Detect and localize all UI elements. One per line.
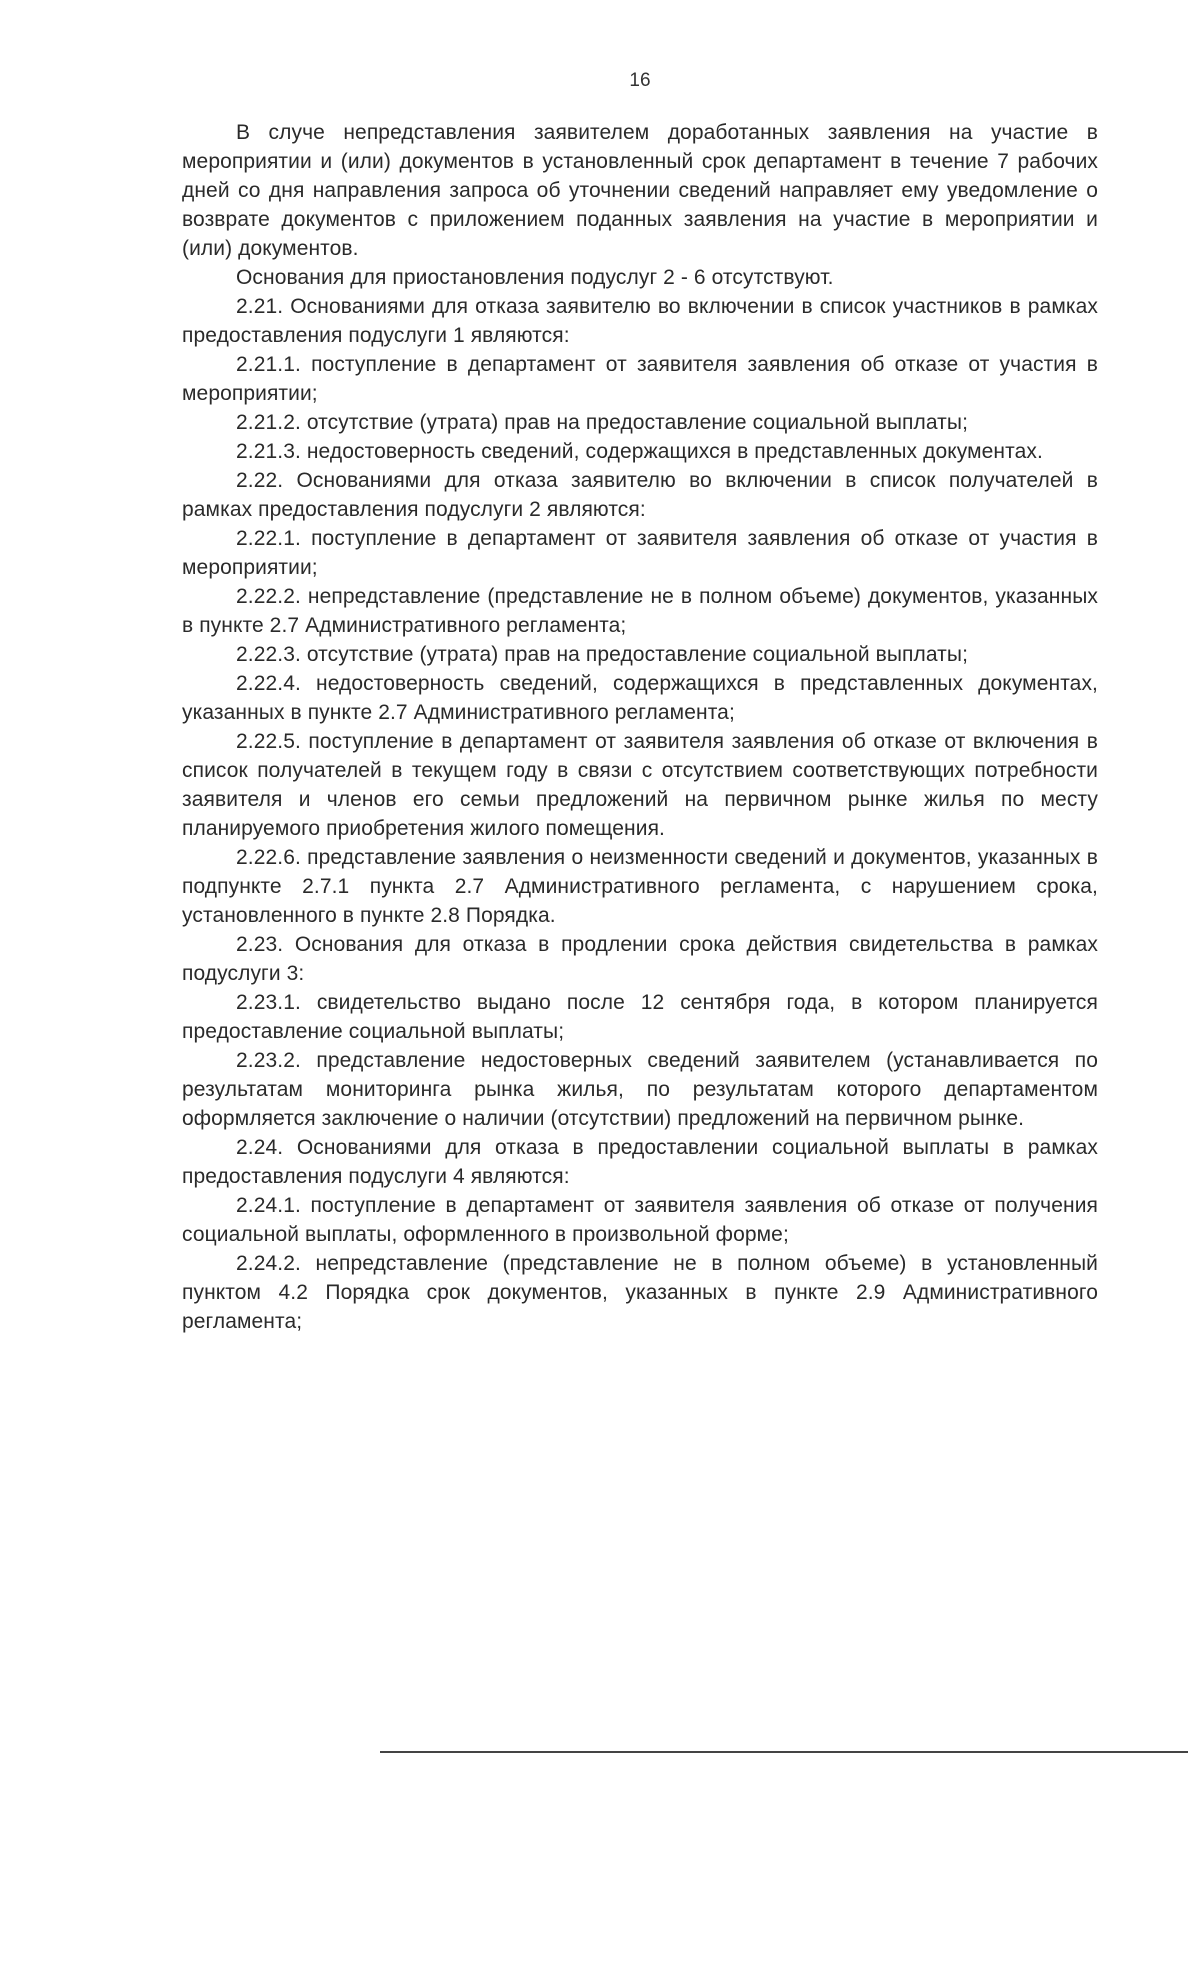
paragraph: 2.24. Основаниями для отказа в предоставлении социальной выплаты в рамках предоставления подуслуги 4 являются: <box>182 1136 1098 1188</box>
paragraph: Основания для приостановления подуслуг 2 - 6 отсутствуют. <box>236 266 834 289</box>
paragraph: 2.24.2. непредставление (представление не в полном объеме) в установленный пунктом 4.2 Порядка срок документов, указанных в пункте 2.9 Административного регламента; <box>182 1252 1098 1333</box>
paragraph: 2.22.6. представление заявления о неизменности сведений и документов, указанных в подпункте 2.7.1 пункта 2.7 Административного регламента, с нарушением срока, установленного в пункте 2.8 Порядка. <box>182 846 1098 927</box>
separator-line <box>380 1751 1188 1753</box>
paragraph: 2.21. Основаниями для отказа заявителю во включении в список участников в рамках предоставления подуслуги 1 являются: <box>182 295 1098 347</box>
document-body <box>182 118 1098 1336</box>
page-number: 16 <box>629 70 651 91</box>
paragraph: 2.22.5. поступление в департамент от заявителя заявления об отказе от включения в список получателей в текущем году в связи с отсутствием соответствующих потребности заявителя и членов его семьи предложений на первичном рынке жилья по месту планируемого приобретения жилого помещения. <box>182 730 1098 840</box>
paragraph: В случе непредставления заявителем доработанных заявления на участие в мероприятии и (или) документов в установленный срок департамент в течение 7 рабочих дней со дня направления запроса об уточнении сведений направляет ему уведомление о возврате документов с приложением поданных заявления на участие в мероприятии и (или) документов. <box>182 121 1098 260</box>
paragraph: 2.22.4. недостоверность сведений, содержащихся в представленных документах, указанных в пункте 2.7 Административного регламента; <box>182 672 1098 724</box>
paragraph: 2.23. Основания для отказа в продлении срока действия свидетельства в рамках подуслуги 3: <box>182 933 1098 985</box>
paragraph: 2.22.2. непредставление (представление не в полном объеме) документов, указанных в пункте 2.7 Административного регламента; <box>182 585 1098 637</box>
paragraph: 2.22. Основаниями для отказа заявителю во включении в список получателей в рамках предоставления подуслуги 2 являются: <box>182 469 1098 521</box>
paragraph: 2.21.3. недостоверность сведений, содержащихся в представленных документах. <box>236 440 1043 463</box>
paragraph: 2.21.2. отсутствие (утрата) прав на предоставление социальной выплаты; <box>236 411 969 434</box>
paragraph: 2.23.2. представление недостоверных сведений заявителем (устанавливается по результатам мониторинга рынка жилья, по результатам которого департаментом оформляется заключение о наличии (отсутствии) предложений на первичном рынке. <box>182 1049 1098 1130</box>
paragraph: 2.22.3. отсутствие (утрата) прав на предоставление социальной выплаты; <box>236 643 969 666</box>
paragraph: 2.21.1. поступление в департамент от заявителя заявления об отказе от участия в мероприятии; <box>182 353 1098 405</box>
paragraph: 2.24.1. поступление в департамент от заявителя заявления об отказе от получения социальной выплаты, оформленного в произвольной форме; <box>182 1194 1098 1246</box>
paragraph: 2.23.1. свидетельство выдано после 12 сентября года, в котором планируется предоставление социальной выплаты; <box>182 991 1098 1043</box>
paragraph: 2.22.1. поступление в департамент от заявителя заявления об отказе от участия в мероприятии; <box>182 527 1098 579</box>
